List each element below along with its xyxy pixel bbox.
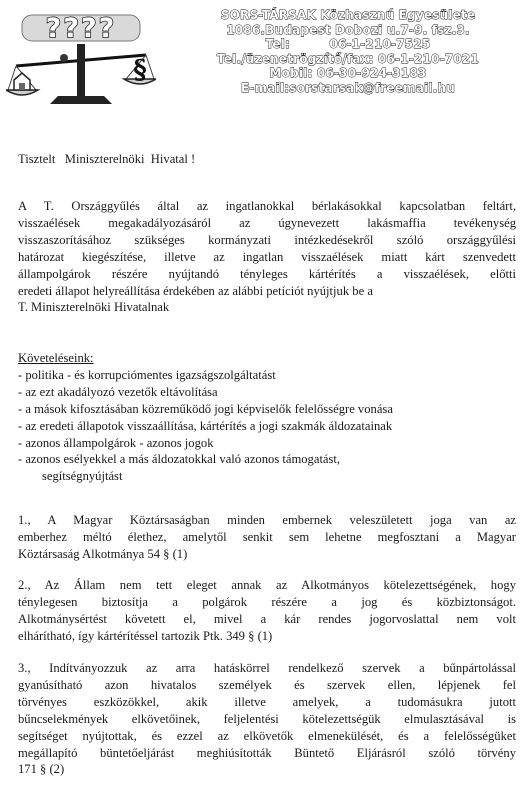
demand-item: - azonos esélyekkel a más áldozatokkal való azonos támogatást, [18,452,341,467]
org-fax: Tel./üzenetrögzítő/fax: 06-1-210-7021 [217,51,479,66]
point-line: gyanúsítható azon hivatalos személyek és szervek ellen, lépjenek fel [18,677,516,692]
logo-question-marks: ???? [45,13,117,44]
point-line: Köztársaság Alkotmánya 54 § (1) [18,546,188,561]
point-line: segítséget nyújtottak, és ezzel az elkövetők elmenekülését, és a felelősségüket [18,728,516,743]
intro-line: T. Miniszterelnöki Hivatalnak [18,300,170,315]
intro-line: határozat kiegészítése, illetve az ingatlan visszaélések miatt kárt szenvedett [18,249,516,264]
demand-item: - a mások kifosztásában közreműködő jogi képviselők felelősségre vonása [18,401,393,416]
intro-line: állampolgárok részére nyújtandó tényleges kártérítés a visszaélések, előtti [18,266,516,281]
org-phone: Tel: 06-1-210-7525 [265,37,431,51]
demands-heading: Követeléseink: [18,351,94,365]
point-line: 2., Az Állam nem tett eleget annak az Alkotmányos kötelezettségének, hogy [18,578,516,592]
intro-line: visszaszorításához szükséges kormányzati intézkedésekről szóló országgyűlési [18,232,516,247]
intro-paragraph [18,198,516,316]
intro-line: A T. Országgyűlés által az ingatlanokkal bérlakásokkal kapcsolatban feltárt, [18,199,516,213]
point-2 [18,577,516,645]
point-line: bűncselekmények elkövetőinek, feljelentési kötelezettségük elmulasztásával is [18,711,516,726]
intro-line: eredeti állapot helyreállítása érdekében az alábbi petíciót nyújtjuk be a [18,283,373,298]
intro-line: visszaélések megakadályozásáról az úgynevezett lakásmaffia tevékenység [18,215,516,230]
point-line: 171 § (2) [18,762,65,777]
point-line: Alkotmánysértést követett el, mivel a kár rendes jogorvoslattal nem volt [18,611,516,626]
demand-item: - azonos állampolgárok - azonos jogok [18,435,214,450]
demands-list [18,367,516,485]
scales-logo-icon [6,6,156,118]
demand-item: - az eredeti állapotok visszaállítása, kártérítés a jogi szakmák áldozatainak [18,418,393,433]
point-line: törvényes eszközökkel, akik illetve amelyek, a tudomásukra jutott [18,694,516,709]
svg-text:§: § [133,55,147,85]
org-name: SORS-TÁRSAK Közhasznú Egyesülete [220,8,476,22]
demands-section [18,350,516,485]
org-mobile: Mobil: 06-30-924-3183 [269,66,427,80]
demand-item: - politika - és korrupciómentes igazságszolgáltatást [18,367,276,382]
point-line: emberhez méltó élethez, amelytől senkit sem lehetne megfosztani a Magyar [18,529,516,544]
point-line: 1., A Magyar Köztársaságban minden embernek veleszületett joga van az [18,513,516,527]
org-email: E-mail:sorstarsak@freemail.hu [241,80,455,95]
demand-item-continuation: segítségnyújtást [42,469,123,484]
org-address: 1086.Budapest Dobozi u.7-9. fsz.3. [226,22,470,37]
point-line: ténylegesen biztosítja a polgárok részére a jog és közbiztonságot. [18,594,516,609]
point-3 [18,660,516,778]
point-line: 3., Indítványozzuk az arra hatáskörrel rendelkező szervek a bűnpártolással [18,661,516,675]
point-line: elhárítható, így kártérítéssel tartozik Ptk. 349 § (1) [18,628,273,643]
demand-item: - az ezt akadályozó vezetők eltávolítása [18,384,218,399]
salutation: Tisztelt Miniszterelnöki Hivatal ! [18,152,196,166]
letterhead [178,8,518,95]
point-1 [18,512,516,563]
point-line: megállapító büntetőeljárást meghiúsították Büntető Eljárásról szóló törvény [18,745,516,760]
